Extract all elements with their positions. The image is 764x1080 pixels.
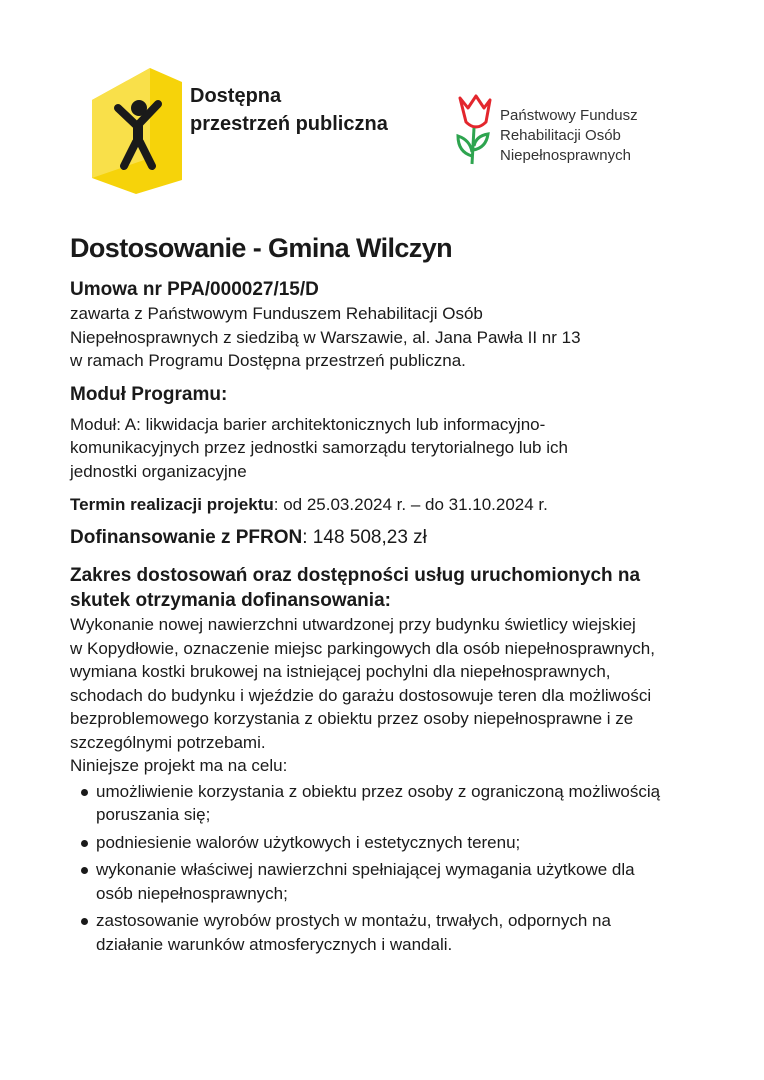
pfron-funding [70,525,710,551]
scope-line: schodach do budynku i wjeździe do garażu dostosowuje teren dla możliwości [70,685,652,705]
list-item [96,831,710,855]
module-line: komunikacyjnych przez jednostki samorządu terytorialnego lub ich [70,438,568,457]
pfron-logo-text [500,106,638,166]
pfron-logo-line3: Niepełnosprawnych [500,147,631,164]
list-item [96,909,710,956]
project-term-value: : od 25.03.2024 r. – do 31.10.2024 r. [273,495,548,514]
contract-title: Umowa nr PPA/000027/15/D [70,279,319,300]
goals-list [70,780,710,957]
list-item [96,780,710,827]
document-content [70,228,710,960]
module-line: Moduł: A: likwidacja barier architektonicznych lub informacyjno- [70,414,546,434]
list-item [96,858,710,905]
list-item-line: działanie warunków atmosferycznych i wandali. [96,934,453,954]
list-item-line: poruszania się; [96,805,211,824]
list-item-line: wykonanie właściwej nawierzchni spełniającej wymagania użytkowe dla [96,860,635,879]
project-term-label: Termin realizacji projektu [70,495,274,514]
yellow-person-hexagon-icon [92,68,182,194]
pfron-funding-label: Dofinansowanie z PFRON [70,527,303,548]
scope-line: bezproblemowego korzystania z obiektu przez osoby niepełnosprawne i ze [70,709,634,728]
page-title: Dostosowanie - Gmina Wilczyn [70,233,453,263]
pfron-funding-value: : 148 508,23 zł [302,527,427,548]
dpp-logo-line1: Dostępna [190,85,282,107]
scope-heading [70,563,710,613]
project-term [70,493,710,517]
module-heading: Moduł Programu: [70,383,228,405]
tulip-flower-icon [452,92,496,168]
contract-line: zawarta z Państwowym Funduszem Rehabilitacji Osób [70,304,483,323]
list-item-line: podniesienie walorów użytkowych i estetycznych terenu; [96,832,521,852]
scope-line: Niniejsze projekt ma na celu: [70,756,288,775]
dpp-logo-line2: przestrzeń publiczna [190,113,388,135]
dpp-logo-text [190,82,388,138]
scope-heading-line: skutek otrzymania dofinansowania: [70,590,391,611]
list-item-line: umożliwienie korzystania z obiektu przez osoby z ograniczoną możliwością [96,781,661,801]
list-item-line: osób niepełnosprawnych; [96,883,288,903]
scope-heading-line: Zakres dostosowań oraz dostępności usług uruchomionych na [70,565,641,586]
list-item-line: zastosowanie wyrobów prostych w montażu, trwałych, odpornych na [96,911,611,930]
pfron-logo-line2: Rehabilitacji Osób [500,127,621,144]
scope-line: w Kopydłowie, oznaczenie miejsc parkingowych dla osób niepełnosprawnych, [70,638,655,658]
scope-line: Wykonanie nowej nawierzchni utwardzonej przy budynku świetlicy wiejskiej [70,615,636,634]
pfron-logo-line1: Państwowy Fundusz [500,107,638,124]
contract-line: w ramach Programu Dostępna przestrzeń publiczna. [70,351,466,370]
module-line: jednostki organizacyjne [70,461,247,481]
scope-line: szczególnymi potrzebami. [70,732,266,752]
header-logos [0,0,764,220]
contract-line: Niepełnosprawnych z siedzibą w Warszawie, al. Jana Pawła II nr 13 [70,327,581,347]
scope-line: wymiana kostki brukowej na istniejącej pochylni dla niepełnosprawnych, [70,662,611,681]
